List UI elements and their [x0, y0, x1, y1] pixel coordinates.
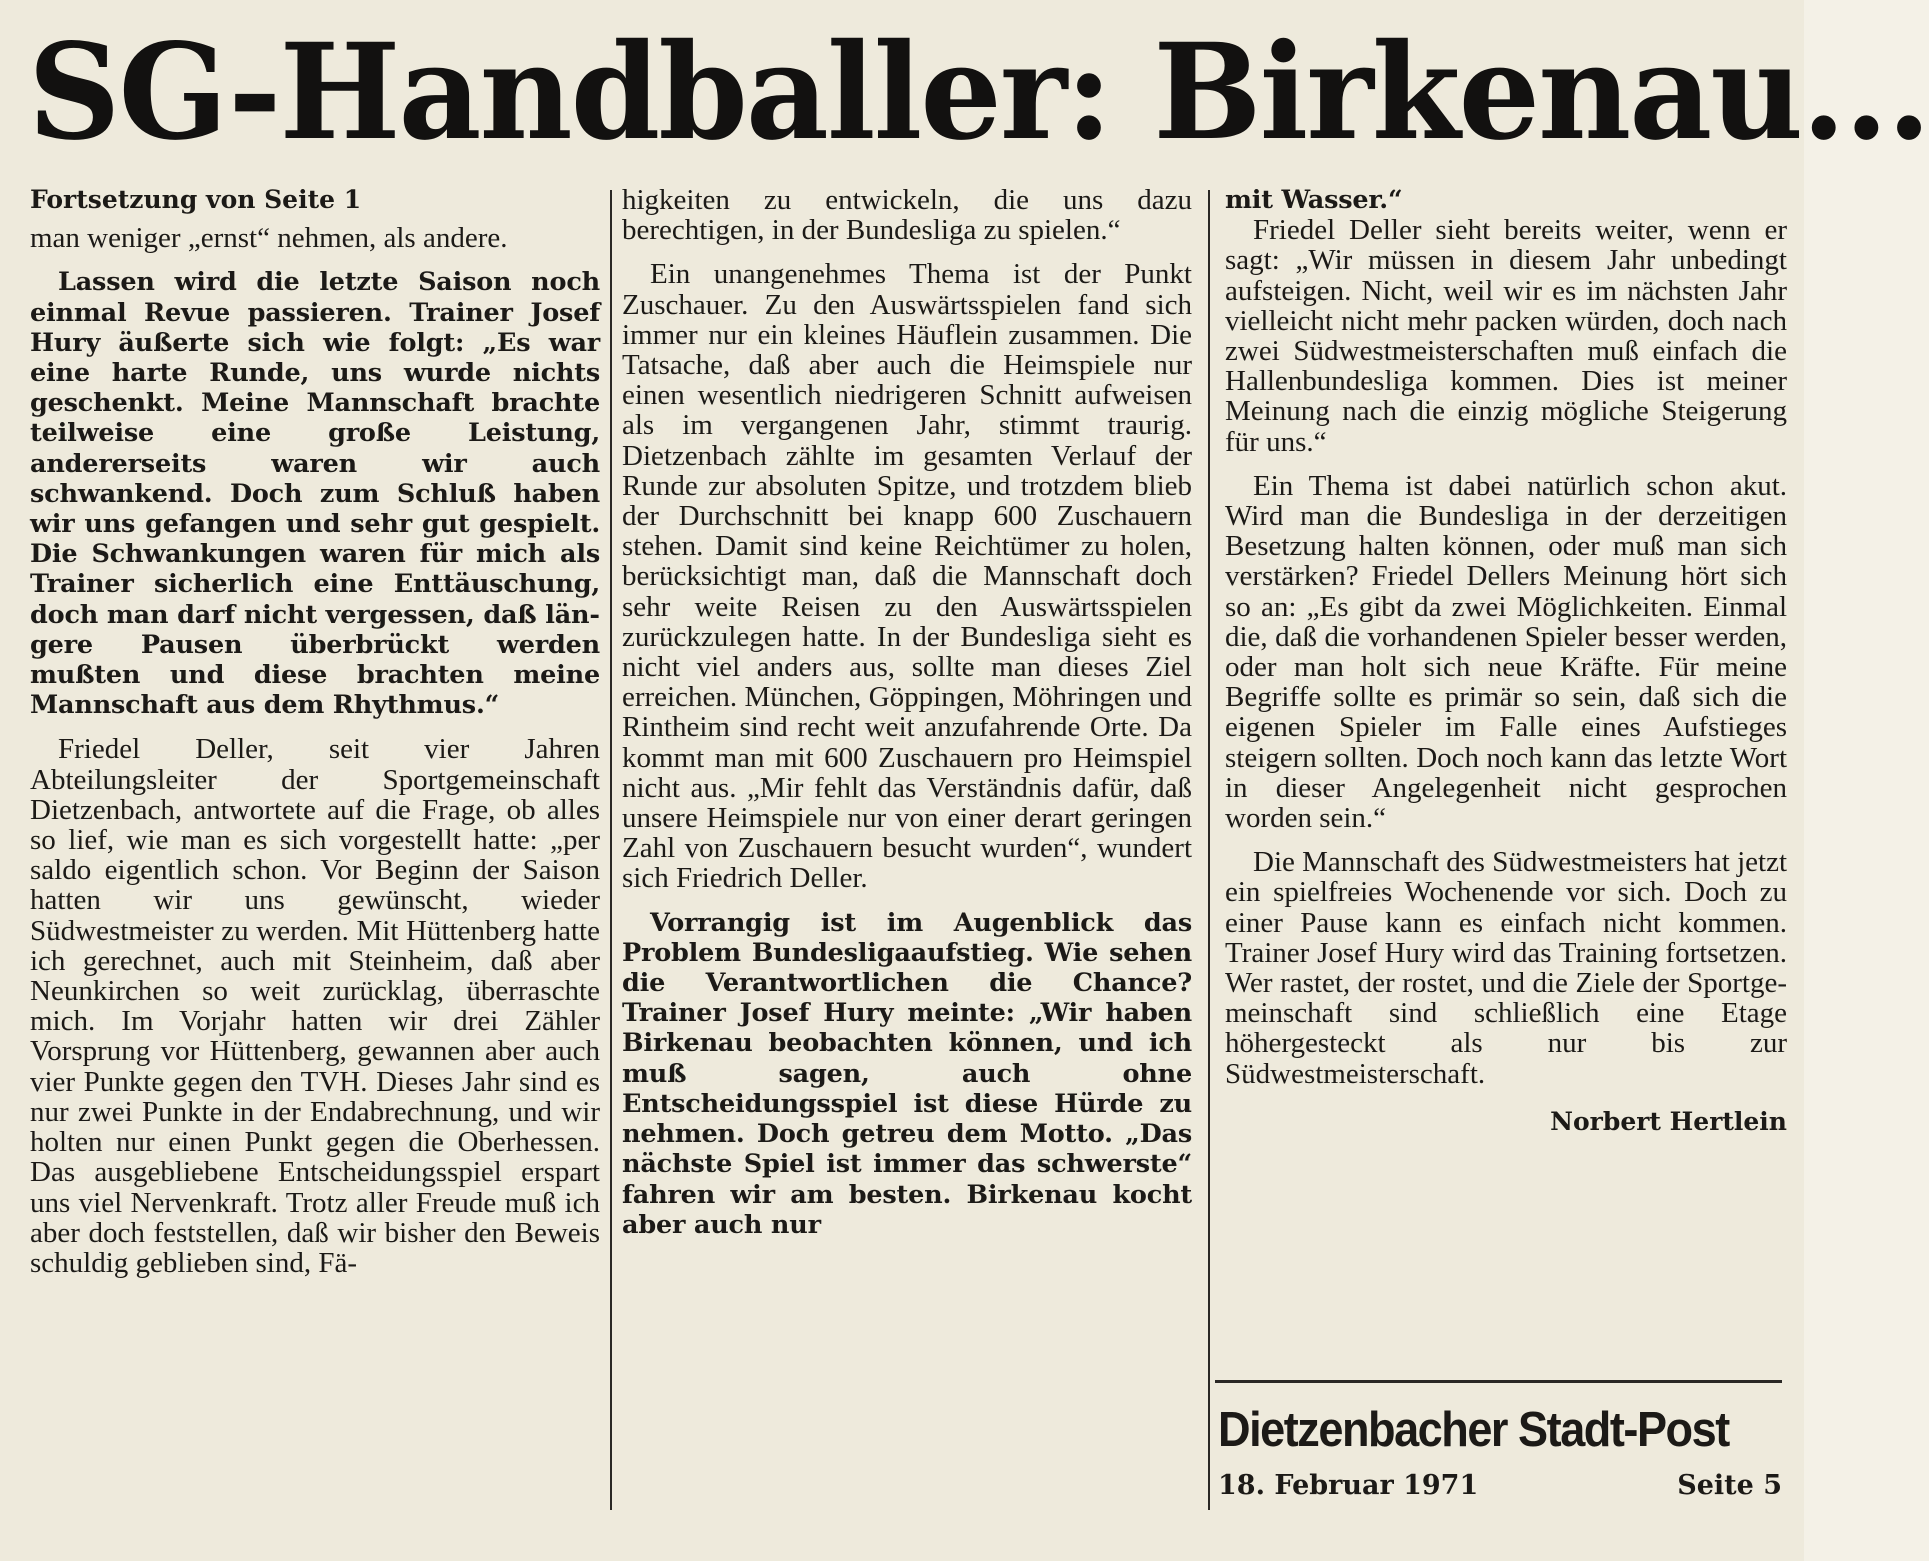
bold-paragraph: Vorrangig ist im Augenblick das Problem Bundesligaaufstieg. Wie sehen die Verantwortlichen die Chance? Trainer Josef Hury meinte: „Wir haben Birkenau beobachten können, und ich muß sagen, auch ohne Entscheidungsspiel ist diese Hürde zu nehmen. Doch getreu dem Motto. „Das nächste Spiel ist immer das schwerste“ fahren wir am besten. Birkenau kocht aber auch nur: [622, 907, 1192, 1240]
paragraph: Ein unangenehmes Thema ist der Punkt Zuschauer. Zu den Auswärtsspielen fand sich immer nur ein kleines Häuflein zusammen. Die Tatsache, daß aber auch die Heimspiele nur einen wesentlich niedrigeren Schnitt aufweisen als im vergangenen Jahr, stimmt traurig. Dietzenbach zählte im gesamten Verlauf der Runde zur absoluten Spitze, und trotzdem blieb der Durchschnitt bei knapp 600 Zuschauern stehen. Damit sind keine Reichtümer zu holen, berücksichtigt man, daß die Mannschaft doch sehr weite Reisen zu den Auswärtsspielen zurückzulegen hatte. In der Bundesliga sieht es nicht viel anders aus, sollte man dieses Ziel erreichen. München, Göppingen, Möhringen und Rintheim sind recht weit anzufahrende Orte. Da kommt man mit 600 Zuschauern pro Heimspiel nicht aus. „Mir fehlt das Verständnis dafür, daß unsere Heimspiele nur von einer derart geringen Zahl von Zuschauern besucht wurden“, wundert sich Friedrich Deller.: [622, 258, 1192, 895]
continuation-note: Fortsetzung von Seite 1: [30, 185, 362, 214]
paragraph: Friedel Deller, seit vier Jahren Abteilungsleiter der Sportgemeinschaft Dietzenbach, antwortete auf die Frage, ob alles so lief, wie man es sich vorgestellt hatte: „per saldo eigentlich schon. Vor Beginn der Saison hatten wir uns gewünscht, wieder Südwestmeister zu werden. Mit Hüttenberg hatte ich gerechnet, auch mit Steinheim, daß aber Neunkirchen so weit zurücklag, überraschte mich. Im Vorjahr hatten wir drei Zähler Vorsprung vor Hüttenberg, gewannen aber auch vier Punkte gegen den TVH. Dieses Jahr sind es nur zwei Punkte in der Endabrechnung, und wir holten nur einen Punkt gegen die Oberhessen. Das ausgebliebene Entscheidungsspiel erspart uns viel Nervenkraft. Trotz aller Freude muß ich aber doch feststellen, daß wir bisher den Beweis schuldig geblieben sind, Fä-: [30, 733, 600, 1279]
article-column-2: [622, 185, 1192, 1515]
page-number: Seite 5: [1677, 1470, 1782, 1501]
headline: SG-Handballer: Birkenau...: [28, 15, 1929, 170]
publication-date: 18. Februar 1971: [1218, 1470, 1479, 1501]
bold-paragraph: Lassen wird die letzte Saison noch einmal Revue passieren. Trainer Josef Hury äußerte sich wie folgt: „Es war eine harte Runde, uns wurde nichts geschenkt. Meine Mannschaft brachte teilweise eine große Leistung, andererseits waren wir auch schwankend. Doch zum Schluß haben wir uns gefangen und sehr gut gespielt. Die Schwankungen waren für mich als Trainer sicherlich eine Enttäuschung, doch man darf nicht vergessen, daß längere Pausen überbrückt werden mußten und diese brachten meine Mannschaft aus dem Rhythmus.“: [30, 267, 600, 721]
bold-paragraph: mit Wasser.“: [1225, 185, 1403, 215]
paragraph: Die Mannschaft des Südwestmeisters hat jetzt ein spielfreies Wochenende vor sich. Doch zu einer Pause kann es einfach nicht kommen. Trainer Josef Hury wird das Training fortsetzen. Wer rastet, der rostet, und die Ziele der Sportgemeinschaft sind schließlich eine Etage höhergesteckt als nur bis zur Südwestmeisterschaft.: [1225, 846, 1787, 1090]
article-column-1: [30, 185, 600, 1515]
paragraph: Friedel Deller sieht bereits weiter, wenn er sagt: „Wir müssen in diesem Jahr unbedingt aufsteigen. Nicht, weil wir es im nächsten Jahr vielleicht nicht mehr packen würden, doch nach zwei Südwestmeisterschaften muß einfach die Hallenbundesliga kommen. Dies ist meiner Meinung nach die einzig mögliche Steigerung für uns.“: [1225, 214, 1787, 458]
paragraph: man weniger „ernst“ nehmen, als andere.: [30, 222, 508, 255]
paragraph: Ein Thema ist dabei natürlich schon akut. Wird man die Bundesliga in der derzeitigen Besetzung halten können, oder muß man sich verstärken? Friedel Dellers Meinung hört sich so an: „Es gibt da zwei Möglichkeiten. Einmal die, daß die vorhandenen Spieler besser werden, oder man holt sich neue Kräfte. Für meine Begriffe sollte es primär so sein, daß sich die eigenen Spieler im Falle eines Aufstieges steigern sollten. Doch noch kann das letzte Wort in dieser Angelegenheit nicht gesprochen worden sein.“: [1225, 469, 1787, 835]
paragraph: higkeiten zu entwickeln, die uns dazu berechtigen, in der Bundesliga zu spielen.“: [622, 184, 1192, 247]
author-byline: Norbert Hertlein: [1550, 1106, 1787, 1136]
article-column-3: [1225, 185, 1787, 1515]
column-divider: [610, 190, 612, 1510]
column-divider: [1208, 190, 1210, 1510]
newspaper-name: Dietzenbacher Stadt-Post: [1218, 1403, 1729, 1457]
source-divider: [1215, 1380, 1782, 1383]
